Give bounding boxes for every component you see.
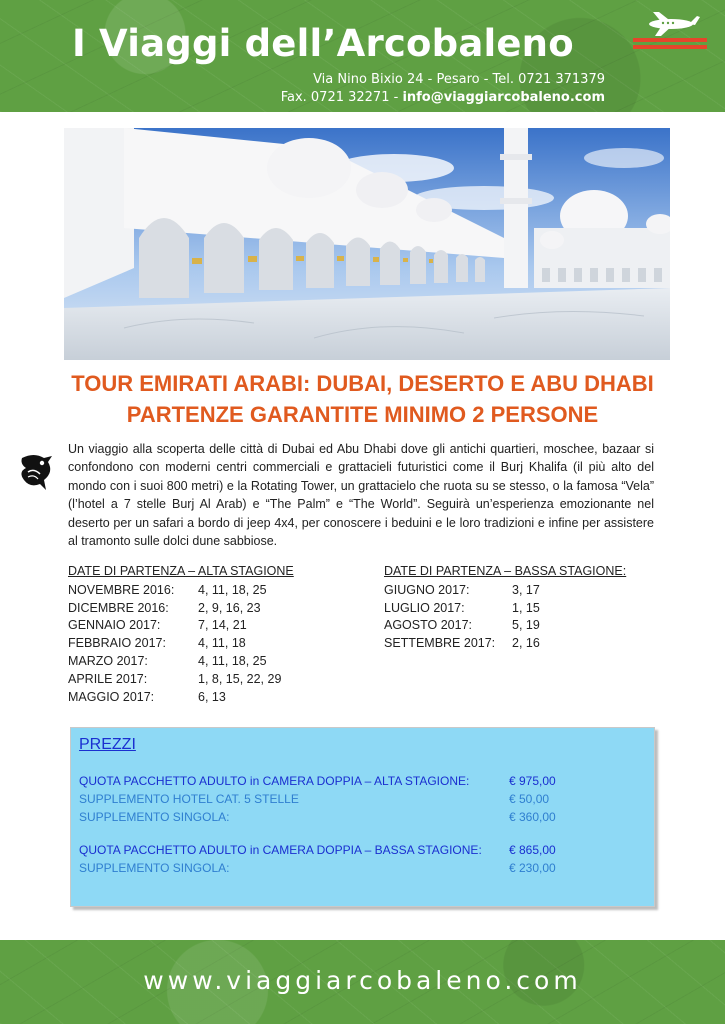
date-month: APRILE 2017: — [68, 671, 148, 686]
date-days: 4, 11, 18, 25 — [198, 653, 267, 668]
date-month: FEBBRAIO 2017: — [68, 636, 166, 651]
dates-high-season — [68, 563, 368, 706]
fax-text: Fax. 0721 32271 - — [280, 90, 403, 105]
date-month: MAGGIO 2017: — [68, 689, 155, 704]
date-row — [68, 689, 368, 707]
date-days: 2, 16 — [512, 636, 540, 651]
prices-heading: PREZZI — [79, 736, 136, 753]
price-label: SUPPLEMENTO SINGOLA: — [79, 861, 230, 875]
price-label: QUOTA PACCHETTO ADULTO in CAMERA DOPPIA – BASSA STAGIONE: — [79, 843, 482, 857]
page-header — [0, 0, 725, 112]
mosque-photo — [64, 128, 670, 360]
price-value: € 50,00 — [509, 792, 550, 806]
contact-line — [281, 90, 605, 105]
date-row — [68, 653, 368, 671]
bird-icon — [16, 450, 56, 494]
dates-low-season — [384, 563, 684, 653]
date-month: DICEMBRE 2016: — [68, 600, 169, 615]
date-row — [68, 635, 368, 653]
tour-subtitle: PARTENZE GARANTITE MINIMO 2 PERSONE — [126, 402, 599, 427]
price-row — [79, 773, 559, 789]
prices-box — [70, 727, 655, 907]
date-row — [384, 617, 684, 635]
date-row — [68, 671, 368, 689]
date-month: MARZO 2017: — [68, 653, 148, 668]
tour-description: Un viaggio alla scoperta delle città di Dubai ed Abu Dhabi dove gli antichi quartieri, moschee, bazaar si confondono con moderni centri commerciali e grattacieli futuristici come il Burj Khalifa (il più alto del mondo con i suoi 800 metri) e la Rotating Tower, un grattacielo che ruota su se stesso, o la famosa “Vela” (l’hotel a 7 stelle Burj Al Arab) e “The Palm” e “The World”. Seguirà un’esperienza emozionante nel deserto per un safari a bordo di jeep 4x4, per conoscere i beduini e le loro tradizioni e infine per assistere al tramonto sulle dolci dune sabbiose. — [68, 442, 654, 549]
mosque-illustration — [64, 128, 670, 360]
date-days: 7, 14, 21 — [198, 618, 247, 633]
date-month: GENNAIO 2017: — [68, 618, 161, 633]
date-row — [384, 582, 684, 600]
date-days: 5, 19 — [512, 618, 540, 633]
price-label: SUPPLEMENTO HOTEL CAT. 5 STELLE — [79, 792, 299, 806]
dates-heading: DATE DI PARTENZA – BASSA STAGIONE: — [384, 564, 627, 578]
date-days: 6, 13 — [198, 689, 226, 704]
website-link[interactable]: www.viaggiarcobaleno.com — [143, 966, 582, 995]
price-value: € 865,00 — [509, 843, 556, 857]
date-days: 1, 15 — [512, 600, 540, 615]
price-label: SUPPLEMENTO SINGOLA: — [79, 810, 230, 824]
price-row — [79, 791, 559, 807]
page-footer — [0, 940, 725, 1024]
date-row — [68, 617, 368, 635]
dates-heading: DATE DI PARTENZA – ALTA STAGIONE — [68, 564, 294, 578]
date-days: 4, 11, 18, 25 — [198, 582, 267, 597]
date-row — [68, 600, 368, 618]
date-month: GIUGNO 2017: — [384, 582, 470, 597]
price-row — [79, 842, 559, 858]
price-row — [79, 809, 559, 825]
price-row — [79, 860, 559, 876]
price-label: QUOTA PACCHETTO ADULTO in CAMERA DOPPIA – ALTA STAGIONE: — [79, 774, 470, 788]
price-value: € 360,00 — [509, 810, 556, 824]
date-row — [68, 582, 368, 600]
date-month: NOVEMBRE 2016: — [68, 582, 175, 597]
date-month: AGOSTO 2017: — [384, 618, 473, 633]
date-days: 2, 9, 16, 23 — [198, 600, 261, 615]
date-days: 4, 11, 18 — [198, 636, 246, 651]
date-row — [384, 600, 684, 618]
date-month: LUGLIO 2017: — [384, 600, 465, 615]
tour-title: TOUR EMIRATI ARABI: DUBAI, DESERTO E ABU DHABI — [71, 371, 654, 396]
brand-title: I Viaggi dell’Arcobaleno — [72, 22, 574, 65]
date-days: 3, 17 — [512, 582, 540, 597]
price-value: € 975,00 — [509, 774, 556, 788]
email-link[interactable]: info@viaggiarcobaleno.com — [402, 90, 605, 105]
price-value: € 230,00 — [509, 861, 556, 875]
date-days: 1, 8, 15, 22, 29 — [198, 671, 282, 686]
airplane-logo-icon — [627, 10, 711, 52]
date-month: SETTEMBRE 2017: — [384, 636, 496, 651]
date-row — [384, 635, 684, 653]
address-line: Via Nino Bixio 24 - Pesaro - Tel. 0721 371379 — [313, 72, 605, 87]
